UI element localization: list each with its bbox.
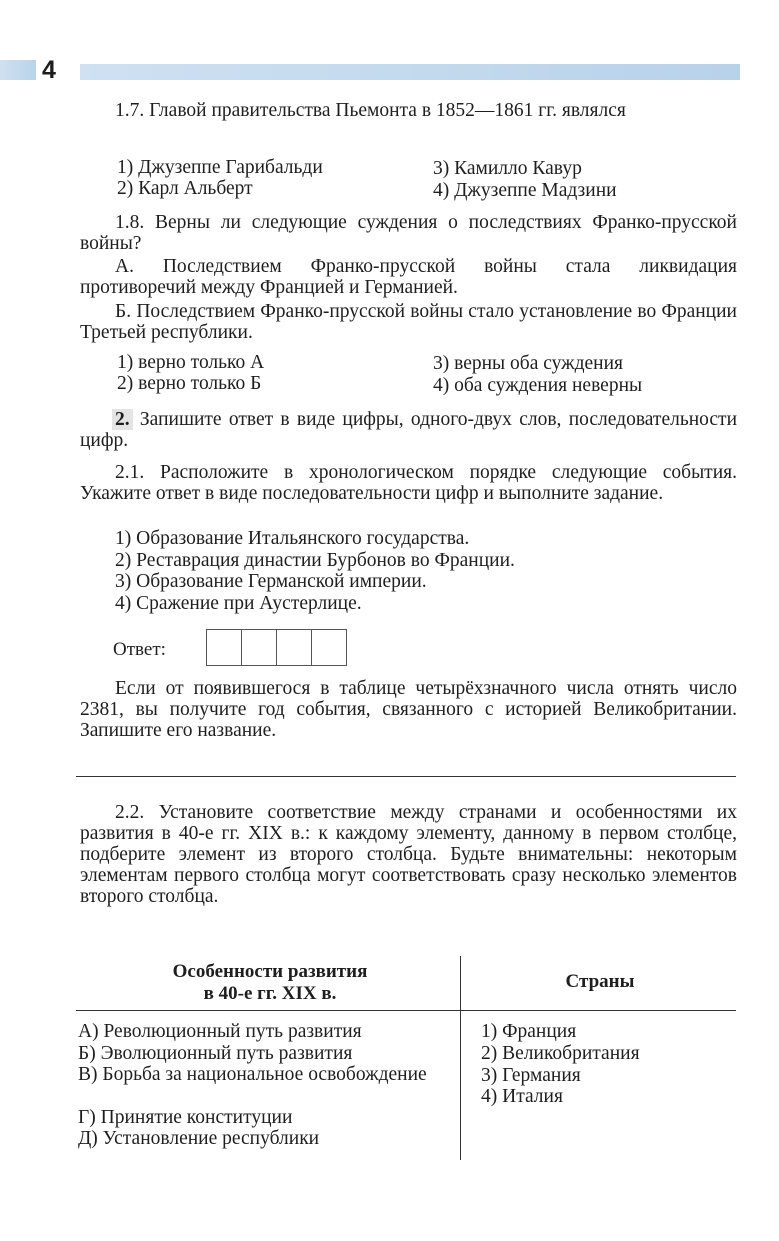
q17-option-1: 1) Джузеппе Гарибальди — [117, 157, 323, 178]
q17-option-2: 2) Карл Альберт — [117, 178, 253, 199]
q21-followup: Если от появившегося в таблице четырёхзначного числа отнять число 2381, вы получите год события, связанного с историей Великобритании. Запишите его название. — [80, 678, 737, 741]
table-left-item-g: Г) Принятие конституции — [78, 1107, 293, 1128]
q21-item-3: 3) Образование Германской империи. — [115, 571, 427, 592]
task-2-instruction — [80, 409, 737, 451]
answer-cell-3[interactable] — [276, 629, 312, 666]
table-divider-horizontal — [76, 1010, 736, 1011]
answer-cell-2[interactable] — [241, 629, 277, 666]
q18-option-3: 3) верны оба суждения — [433, 353, 624, 374]
table-right-item-2: 2) Великобритания — [481, 1043, 640, 1064]
page-number: 4 — [42, 56, 56, 84]
q21-item-2: 2) Реставрация династии Бурбонов во Франции. — [115, 550, 515, 571]
question-2-2: 2.2. Установите соответствие между странами и особенностями их развития в 40-е гг. XIX в.: к каждому элементу, данному в первом столбце, подберите элемент из второго столбца. Будьте внимательны: некоторым элементам первого столбца могут соответствовать сразу несколько элементов второго столбца. — [80, 802, 737, 907]
table-right-item-3: 3) Германия — [481, 1065, 581, 1086]
answer-line[interactable] — [76, 776, 736, 777]
table-right-item-1: 1) Франция — [481, 1021, 577, 1042]
q17-option-4: 4) Джузеппе Мадзини — [433, 180, 617, 201]
table-left-item-d: Д) Установление республики — [78, 1128, 320, 1149]
answer-cell-4[interactable] — [311, 629, 347, 666]
question-1-8: 1.8. Верны ли следующие суждения о последствиях Франко-прусской войны? — [80, 212, 737, 254]
header-band — [80, 64, 740, 80]
question-1-7: 1.7. Главой правительства Пьемонта в 1852—1861 гг. являлся — [115, 100, 626, 121]
table-right-item-4: 4) Италия — [481, 1086, 563, 1107]
table-divider-vertical — [460, 956, 461, 1160]
answer-cell-1[interactable] — [206, 629, 242, 666]
q18-statement-b: Б. Последствием Франко-прусской войны стало установление во Франции Третьей республики. — [80, 301, 737, 343]
q17-option-3: 3) Камилло Кавур — [433, 158, 582, 179]
answer-label: Ответ: — [113, 639, 166, 660]
table-header-left-line2: в 40-е гг. XIX в. — [203, 983, 337, 1004]
table-header-left — [120, 961, 420, 1005]
q21-item-4: 4) Сражение при Аустерлице. — [115, 593, 362, 614]
q21-item-1: 1) Образование Итальянского государства. — [115, 528, 470, 549]
table-left-item-b: Б) Эволюционный путь развития — [78, 1043, 353, 1064]
table-header-right: Страны — [565, 971, 635, 992]
q18-option-4: 4) оба суждения неверны — [433, 375, 643, 396]
answer-boxes — [207, 629, 347, 666]
q18-option-1: 1) верно только А — [117, 352, 265, 373]
table-left-item-v: В) Борьба за национальное освобождение — [78, 1064, 427, 1085]
question-2-1: 2.1. Расположите в хронологическом порядке следующие события. Укажите ответ в виде последовательности цифр и выполните задание. — [80, 462, 737, 504]
q18-statement-a: А. Последствием Франко-прусской войны стала ликвидация противоречий между Францией и Германией. — [80, 256, 737, 298]
q18-option-2: 2) верно только Б — [117, 373, 262, 394]
header-band-left — [0, 60, 36, 80]
task-2-number: 2. — [112, 409, 133, 430]
table-left-item-a: А) Революционный путь развития — [78, 1021, 362, 1042]
task-2-text: Запишите ответ в виде цифры, одного-двух слов, последовательности цифр. — [80, 409, 737, 451]
table-header-left-line1: Особенности развития — [172, 961, 368, 982]
